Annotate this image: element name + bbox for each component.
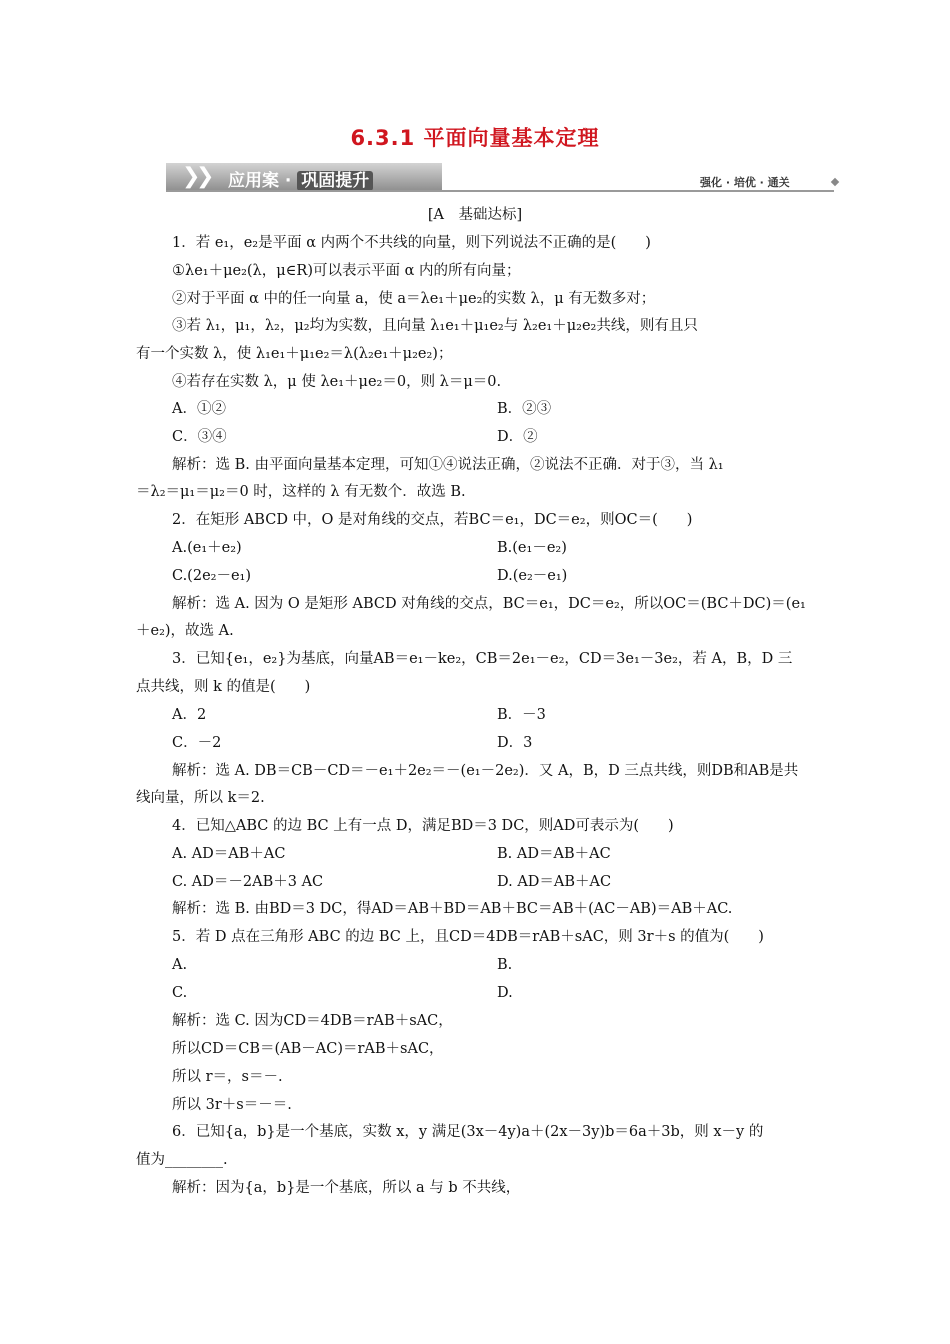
option-b: B．②③ xyxy=(497,401,552,417)
banner-label-main: 应用案 · xyxy=(228,171,298,191)
banner-label xyxy=(228,166,373,191)
option-c: C. AD＝－2AB＋3 AC xyxy=(172,874,324,890)
question-line: 1．若 e₁，e₂是平面 α 内两个不共线的向量，则下列说法不正确的是( ) xyxy=(172,235,651,251)
option-c: C. xyxy=(172,985,188,1001)
solution-line: 线向量，所以 k＝2. xyxy=(136,790,265,806)
question-line: ④若存在实数 λ，μ 使 λe₁＋μe₂＝0，则 λ＝μ＝0. xyxy=(172,374,502,390)
solution-line: 所以 r＝，s＝－. xyxy=(172,1069,283,1085)
question-line: 2．在矩形 ABCD 中，O 是对角线的交点，若BC＝e₁，DC＝e₂，则OC＝( ) xyxy=(172,512,693,528)
chevron-right-icon: ❯ xyxy=(182,164,201,189)
question-line: ②对于平面 α 中的任一向量 a，使 a＝λe₁＋μe₂的实数 λ，μ 有无数多对； xyxy=(172,291,656,307)
question-line: 3．已知{e₁，e₂}为基底，向量AB＝e₁－ke₂，CB＝2e₁－e₂，CD＝3e₁－3e₂，若 A，B，D 三 xyxy=(172,651,793,667)
option-d: D. xyxy=(497,985,513,1001)
question-line: ①λe₁＋μe₂(λ，μ∈R)可以表示平面 α 内的所有向量； xyxy=(172,263,521,279)
solution-line: 所以 3r＋s＝－＝. xyxy=(172,1097,292,1113)
option-c: C．－2 xyxy=(172,735,222,751)
question-line: 点共线，则 k 的值是( ) xyxy=(136,679,311,695)
chevron-right-icon: ❯ xyxy=(196,164,215,189)
section-heading: [A 基础达标] xyxy=(427,207,523,223)
solution-line: 解析：选 C. 因为CD＝4DB＝rAB＋sAC， xyxy=(172,1013,453,1029)
header-rule xyxy=(166,190,834,192)
option-c: C.(2e₂－e₁) xyxy=(172,568,252,584)
question-line: 有一个实数 λ，使 λ₁e₁＋μ₁e₂＝λ(λ₂e₁＋μ₂e₂)； xyxy=(136,346,453,362)
option-a: A．①② xyxy=(172,401,226,417)
option-c: C．③④ xyxy=(172,429,227,445)
question-line: 值为________. xyxy=(136,1152,228,1168)
banner-tagline: 强化 · 培优 · 通关 xyxy=(700,176,790,189)
solution-line: 解析：选 A. 因为 O 是矩形 ABCD 对角线的交点，BC＝e₁，DC＝e₂，所以OC＝(BC＋DC)＝(e₁ xyxy=(172,596,806,612)
page-title: 6.3.1 平面向量基本定理 xyxy=(350,126,600,150)
option-b: B. xyxy=(497,957,513,973)
solution-line: 解析：因为{a，b}是一个基底，所以 a 与 b 不共线， xyxy=(172,1180,521,1196)
option-a: A.(e₁＋e₂) xyxy=(172,540,242,556)
question-line: 4．已知△ABC 的边 BC 上有一点 D，满足BD＝3 DC，则AD可表示为( ) xyxy=(172,818,674,834)
option-d: D.(e₂－e₁) xyxy=(497,568,568,584)
option-b: B．－3 xyxy=(497,707,546,723)
option-d: D．② xyxy=(497,429,538,445)
diamond-icon xyxy=(831,178,839,186)
solution-line: ＋e₂)，故选 A. xyxy=(136,623,234,639)
option-a: A. xyxy=(172,957,188,973)
question-line: ③若 λ₁，μ₁，λ₂，μ₂均为实数，且向量 λ₁e₁＋μ₁e₂与 λ₂e₁＋μ₂e₂共线，则有且只 xyxy=(172,318,698,334)
option-a: A. AD＝AB＋AC xyxy=(172,846,286,862)
option-b: B.(e₁－e₂) xyxy=(497,540,567,556)
solution-line: 所以CD＝CB＝(AB－AC)＝rAB＋sAC， xyxy=(172,1041,444,1057)
option-d: D. AD＝AB＋AC xyxy=(497,874,612,890)
solution-line: ＝λ₂＝μ₁＝μ₂＝0 时，这样的 λ 有无数个．故选 B. xyxy=(136,484,466,500)
option-b: B. AD＝AB＋AC xyxy=(497,846,611,862)
option-a: A．2 xyxy=(172,707,207,723)
question-line: 6．已知{a，b}是一个基底，实数 x，y 满足(3x－4y)a＋(2x－3y)b＝6a＋3b，则 x－y 的 xyxy=(172,1124,764,1140)
solution-line: 解析：选 A. DB＝CB－CD＝－e₁＋2e₂＝－(e₁－2e₂)．又 A，B，D 三点共线，则DB和AB是共 xyxy=(172,763,799,779)
section-banner xyxy=(166,163,442,191)
option-d: D．3 xyxy=(497,735,533,751)
banner-label-highlight: 巩固提升 xyxy=(297,171,373,191)
solution-line: 解析：选 B. 由平面向量基本定理，可知①④说法正确，②说法不正确．对于③，当 λ₁ xyxy=(172,457,724,473)
solution-line: 解析：选 B. 由BD＝3 DC，得AD＝AB＋BD＝AB＋BC＝AB＋(AC－AB)＝AB＋AC. xyxy=(172,901,733,917)
question-line: 5．若 D 点在三角形 ABC 的边 BC 上，且CD＝4DB＝rAB＋sAC，则 3r＋s 的值为( ) xyxy=(172,929,764,945)
